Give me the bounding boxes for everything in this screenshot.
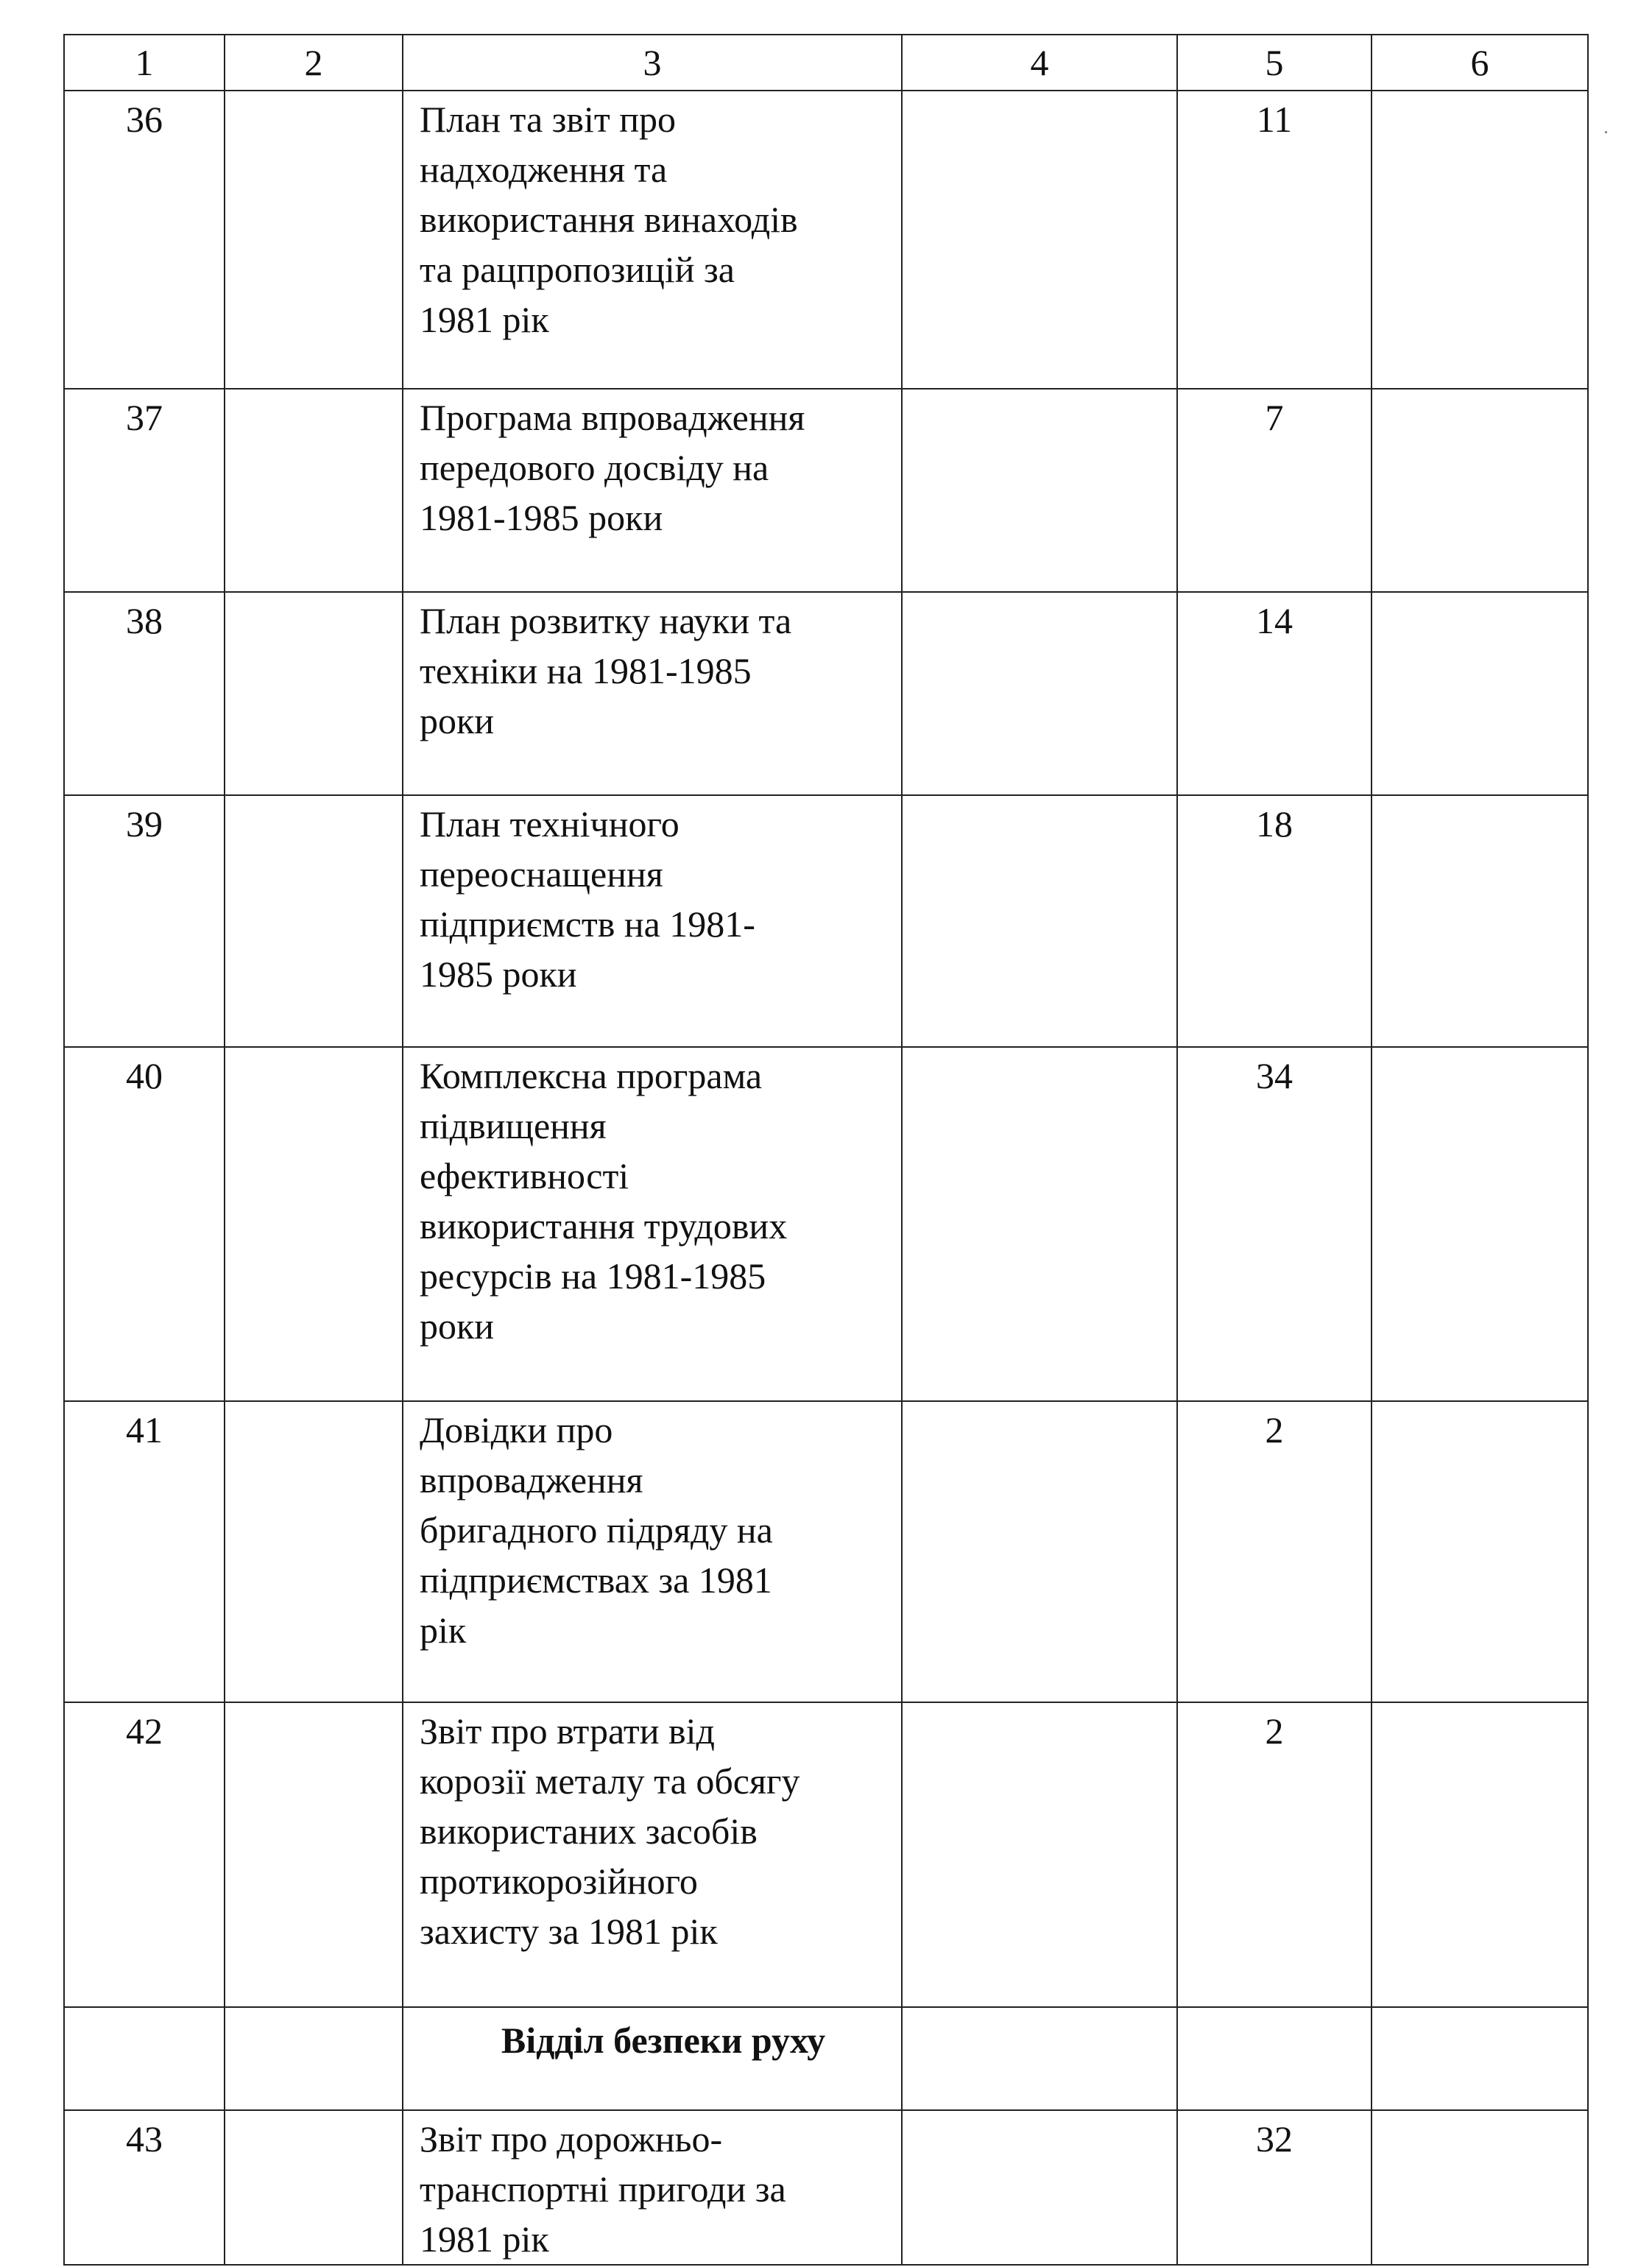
item-number: 41: [64, 1401, 225, 1702]
sheet-count: 2: [1177, 1702, 1372, 2007]
table-row: [64, 1401, 1588, 1702]
sheet-count: 32: [1177, 2110, 1372, 2265]
cell-col2: [225, 592, 403, 795]
item-number: 39: [64, 795, 225, 1047]
cell-col6: [1372, 1047, 1588, 1401]
item-number: 38: [64, 592, 225, 795]
item-title: [403, 592, 902, 795]
sheet-count: 14: [1177, 592, 1372, 795]
sheet-count: 11: [1177, 91, 1372, 389]
cell-col6: [1372, 1702, 1588, 2007]
item-title-line: використання трудових: [420, 1205, 788, 1247]
item-title: [403, 1702, 902, 2007]
item-title: [403, 2110, 902, 2265]
section-title: Відділ безпеки руху: [403, 2007, 902, 2110]
item-title: [403, 1047, 902, 1401]
item-title-line: 1981-1985 роки: [420, 497, 663, 538]
table-row: [64, 795, 1588, 1047]
item-title-line: Звіт про втрати від: [420, 1710, 715, 1752]
item-number: 42: [64, 1702, 225, 2007]
item-title-line: протикорозійного: [420, 1861, 698, 1902]
item-title: [403, 795, 902, 1047]
item-title-line: використання винаходів: [420, 199, 798, 240]
cell-col6: [1372, 592, 1588, 795]
item-title-line: підприємств на 1981-: [420, 903, 755, 945]
cell-col4: [902, 592, 1177, 795]
item-title-line: надходження та: [420, 149, 668, 190]
item-number: 36: [64, 91, 225, 389]
scan-speck: [1605, 131, 1607, 133]
cell-col6: [1372, 795, 1588, 1047]
cell-col6: [1372, 389, 1588, 592]
cell-empty: [1372, 2007, 1588, 2110]
cell-col2: [225, 1401, 403, 1702]
table-row: [64, 91, 1588, 389]
section-row: [64, 2007, 1588, 2110]
item-title-line: корозії металу та обсягу: [420, 1760, 800, 1802]
column-header: 4: [902, 35, 1177, 91]
item-title-line: ресурсів на 1981-1985: [420, 1255, 766, 1297]
item-title-line: Довідки про: [420, 1409, 613, 1450]
item-number: 40: [64, 1047, 225, 1401]
item-title-line: підприємствах за 1981: [420, 1559, 772, 1601]
cell-col4: [902, 795, 1177, 1047]
item-title-line: роки: [420, 700, 495, 741]
cell-col2: [225, 1702, 403, 2007]
item-title-line: техніки на 1981-1985: [420, 650, 752, 691]
item-title-line: рік: [420, 1610, 467, 1651]
item-title: [403, 1401, 902, 1702]
cell-col6: [1372, 2110, 1588, 2265]
item-title: [403, 389, 902, 592]
inventory-table: [63, 34, 1589, 2266]
table-row: [64, 2110, 1588, 2265]
sheet-count: 34: [1177, 1047, 1372, 1401]
cell-empty: [225, 2007, 403, 2110]
item-title-line: передового досвіду на: [420, 447, 769, 488]
item-title-line: План технічного: [420, 803, 679, 845]
item-title-line: Комплексна програма: [420, 1055, 763, 1096]
column-header: 6: [1372, 35, 1588, 91]
sheet-count: 2: [1177, 1401, 1372, 1702]
item-title-line: 1981 рік: [420, 299, 549, 340]
table-row: [64, 1702, 1588, 2007]
item-title-line: та рацпропозицій за: [420, 249, 735, 290]
sheet-count: 18: [1177, 795, 1372, 1047]
item-number: 37: [64, 389, 225, 592]
cell-col2: [225, 795, 403, 1047]
column-header: 3: [403, 35, 902, 91]
cell-empty: [1177, 2007, 1372, 2110]
cell-col2: [225, 2110, 403, 2265]
sheet-count: 7: [1177, 389, 1372, 592]
item-title-line: ефективності: [420, 1155, 629, 1196]
cell-col2: [225, 91, 403, 389]
cell-col4: [902, 2110, 1177, 2265]
cell-empty: [64, 2007, 225, 2110]
table-row: [64, 592, 1588, 795]
cell-col6: [1372, 91, 1588, 389]
item-title-line: транспортні пригоди за: [420, 2168, 786, 2210]
cell-col4: [902, 1702, 1177, 2007]
cell-col2: [225, 389, 403, 592]
cell-col6: [1372, 1401, 1588, 1702]
table-row: [64, 389, 1588, 592]
column-header: 1: [64, 35, 225, 91]
document-page: [63, 34, 1587, 2266]
column-header: 2: [225, 35, 403, 91]
item-title-line: План та звіт про: [420, 99, 677, 140]
item-title-line: План розвитку науки та: [420, 600, 792, 641]
cell-col2: [225, 1047, 403, 1401]
item-title-line: захисту за 1981 рік: [420, 1911, 718, 1952]
item-title-line: 1981 рік: [420, 2218, 549, 2260]
item-number: 43: [64, 2110, 225, 2265]
item-title-line: впровадження: [420, 1459, 643, 1501]
table-row: [64, 1047, 1588, 1401]
cell-empty: [902, 2007, 1177, 2110]
item-title-line: переоснащення: [420, 853, 663, 895]
item-title-line: використаних засобів: [420, 1811, 758, 1852]
item-title: [403, 91, 902, 389]
item-title-line: підвищення: [420, 1105, 607, 1146]
item-title-line: бригадного підряду на: [420, 1509, 773, 1551]
column-header: 5: [1177, 35, 1372, 91]
cell-col4: [902, 1047, 1177, 1401]
item-title-line: Звіт про дорожньо-: [420, 2118, 723, 2160]
cell-col4: [902, 1401, 1177, 1702]
item-title-line: Програма впровадження: [420, 397, 805, 438]
cell-col4: [902, 91, 1177, 389]
item-title-line: роки: [420, 1305, 495, 1347]
cell-col4: [902, 389, 1177, 592]
item-title-line: 1985 роки: [420, 953, 577, 995]
column-number-row: [64, 35, 1588, 91]
